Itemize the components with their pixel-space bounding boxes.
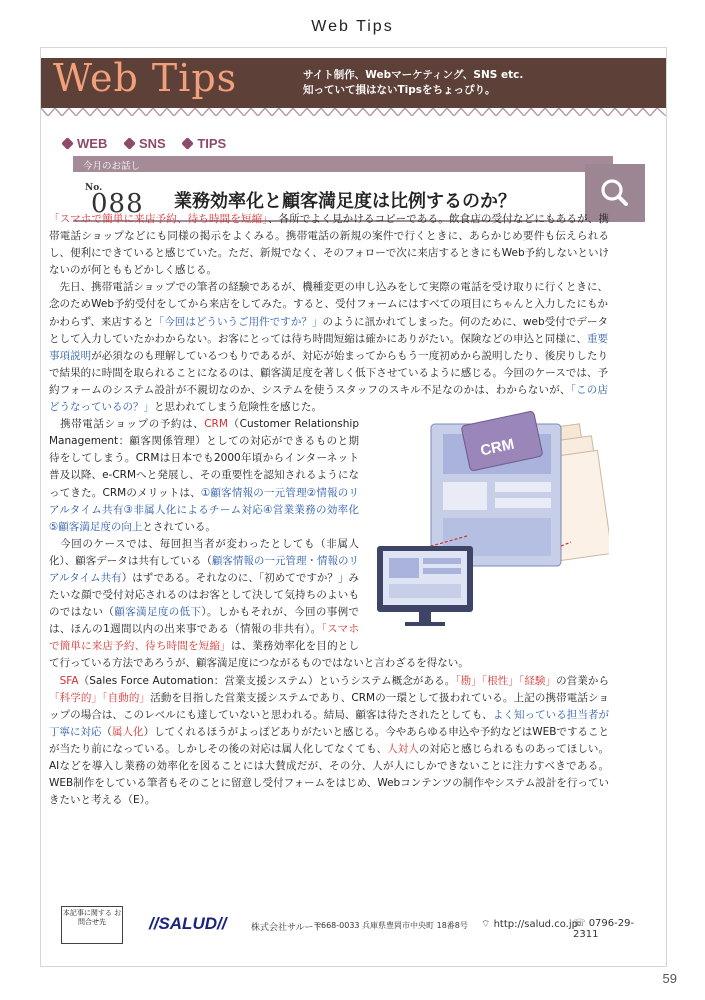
tag-icon [61, 137, 74, 150]
body-text-run: （Customer Relationship Management：顧客関係管理）としての対応ができるものと期待をしてしまう。CRMは日本でも2000年頃からインターネット普及以降、e-CRMへと発展し、その重要性を認知されるようになってきた。CRMのメリットは、 [49, 418, 360, 499]
body-text-run: と思われてしまう危険性を感じた。 [154, 401, 322, 414]
highlight-text: 人対人 [387, 742, 419, 755]
tag-list [63, 136, 240, 151]
highlight-text: 重要事項説明 [49, 332, 609, 362]
highlight-text: 「勘」「根性」「経験」 [455, 674, 557, 687]
company-url-text: http://salud.co.jp [493, 919, 578, 930]
salud-logo: //SALUD// [149, 914, 227, 933]
wifi-icon: ⌔ [481, 919, 494, 930]
contact-note: 本記事に関する お問合せ先 [61, 906, 123, 944]
web-tips-logo: Web Tips [53, 56, 238, 100]
article-paragraph [49, 673, 609, 810]
article-paragraph [49, 211, 609, 279]
kicker-label: 今月のお話し [83, 161, 141, 172]
highlight-text: 「今回はどういうご用件ですか？」 [153, 315, 323, 328]
banner-tagline-line1: サイト制作、Webマーケティング、SNS etc. [303, 69, 524, 81]
highlight-text: 顧客満足度の低下 [114, 606, 202, 619]
tag-icon [181, 137, 194, 150]
article-number-label: No. [85, 183, 103, 193]
illustration-crm-label: CRM [478, 435, 516, 460]
body-text-run: は、業務効率化を目的として行っている方法であろうが、顧客満足度につながるものではないと言わざるを得ない。 [49, 640, 469, 670]
body-text-run: （ [101, 725, 113, 738]
highlight-text: 顧客情報の一元管理・情報のリアルタイム共有 [49, 554, 360, 584]
body-text-run: のように訊かれてしまった。何のために、web受付でデータとして入力していたかわからない。お客にとっては待ち時間短縮は確かにありがたい。保険などの申込と同様に、 [49, 315, 608, 345]
tag-tips[interactable]: TIPS [183, 136, 226, 151]
banner-zigzag-border [41, 108, 666, 116]
body-text-run: 先日、携帯電話ショップでの筆者の経験であるが、機種変更の申し込みをして実際の電話を受け取りに行くときに、念のためWeb予約受付をしてから来店をしてみた。すると、受付フォームにはすべての項目にちゃんと入力したにもかかわらず、来店すると [49, 281, 608, 328]
article-body [49, 211, 609, 809]
body-text-run: ）はずである。それなのに、「初めてですか？」みたいな顔で受付対応されるのはお客として決して気持ちのよいものではない（ [49, 571, 359, 619]
body-text-run: ）してくれるほうがよっぽどありがたいと感じる。今やあらゆる申込や予約などはWEBですることが当たり前になっている。しかしその後の対応は属人化してなくても、 [49, 725, 610, 755]
highlight-text: 「スマホで簡単に来店予約、待ち時間を短縮」 [49, 213, 268, 225]
banner-tagline-line2: 知っていて損はないTipsをちょっぴり。 [303, 84, 496, 96]
highlight-text: SFA [49, 674, 79, 687]
phone-icon: ☏ [573, 918, 589, 929]
article-frame [40, 47, 667, 967]
company-url[interactable] [481, 918, 578, 931]
company-name: 株式会社サルード [251, 923, 323, 933]
company-address: 〒668-0033 兵庫県豊岡市中央町 18番8号 [313, 921, 468, 930]
body-text-run: 今回のケースでは、毎回担当者が変わったとしても（非属人化）、顧客データは共有している（ [49, 537, 359, 567]
body-text-run: 活動を目指した営業支援システムであり、CRMの一環として扱われている。上記の携帯電話ショップの場合は、このレベルにも達していないと思われる。結局、顧客は待たされたとしても、 [49, 691, 609, 721]
body-text-run: が必須なのも理解しているつもりであるが、対応が始まってからもう一度初めから説明したり、後戻りしたりで結果的に時間を取られることになるのは、顧客満足度を著しく低下させているように感じる。今回のケースでは、予約フォームのシステム設計が不親切なのか、システムを使うスタッフのスキル不足なのかは、わからないが、 [49, 349, 608, 396]
highlight-text: 「科学的」「自動的」 [49, 691, 151, 704]
highlight-text: 属人化 [112, 725, 144, 738]
contact-footer [61, 906, 651, 946]
highlight-text: 「スマホで簡単に来店予約、待ち時間を短縮」 [49, 623, 359, 653]
body-text-run: 、各所でよく見かけるコピーである。飲食店の受付などにもあるが、携帯電話ショップなどにも同様の掲示をよくみる。携帯電話の新規の案件で行くときに、あらかじめ要件も伝えられるし、便利にできていると感じていた。ただ、新規でなく、そのフォローで次に来店するときにもWeb予約しないといけないのが何とももどかしく感じる。 [49, 213, 609, 277]
article-paragraph [49, 279, 609, 416]
tag-sns[interactable]: SNS [125, 136, 166, 151]
float-shim [608, 279, 609, 399]
body-text-run: の対応と感じられるものあってほしい。AIなどを導入し業務の効率化を図ることには大賛成だが、その分、人が人にしかできないことに注力すべきである。WEB制作をしている筆者もそのことに留意し受付フォームをはじめ、Webコンテンツの制作やシステム設計を行っていきたいと考える（E）。 [49, 742, 610, 807]
article-number: 088 [91, 189, 144, 219]
running-head: Web Tips [311, 18, 394, 35]
tag-web[interactable]: WEB [63, 136, 107, 151]
banner-tagline [303, 68, 653, 98]
web-tips-banner [41, 58, 666, 108]
tag-icon [123, 137, 136, 150]
company-phone [573, 918, 651, 940]
highlight-text: ①顧客情報の一元管理②情報のリアルタイム共有③非属人化によるチーム対応④営業業務の効率化⑤顧客満足度の向上 [49, 486, 359, 533]
body-text-run: の営業から [556, 674, 610, 687]
highlight-text: よく知っている担当者が丁寧に対応 [49, 708, 610, 738]
company-phone-number: 0796-29-2311 [573, 918, 635, 940]
highlight-text: CRM [204, 418, 228, 431]
body-text-run: 携帯電話ショップの予約は、 [49, 418, 205, 431]
body-text-run: （Sales Force Automation：営業支援システム）というシステム概念がある。 [78, 674, 456, 687]
article-headline: 業務効率化と顧客満足度は比例するのか？ [174, 191, 516, 212]
highlight-text: 「この店どうなっているの？」 [49, 383, 608, 414]
body-text-run: とされている。 [142, 520, 216, 533]
body-text-run: ）。しかもそれが、今回の事例では、ほんの1週間以内の出来事である（情報の非共有）。 [49, 606, 360, 636]
kicker-bar [73, 156, 613, 172]
illustration-spacer [359, 399, 609, 645]
page-number: 59 [662, 971, 677, 986]
